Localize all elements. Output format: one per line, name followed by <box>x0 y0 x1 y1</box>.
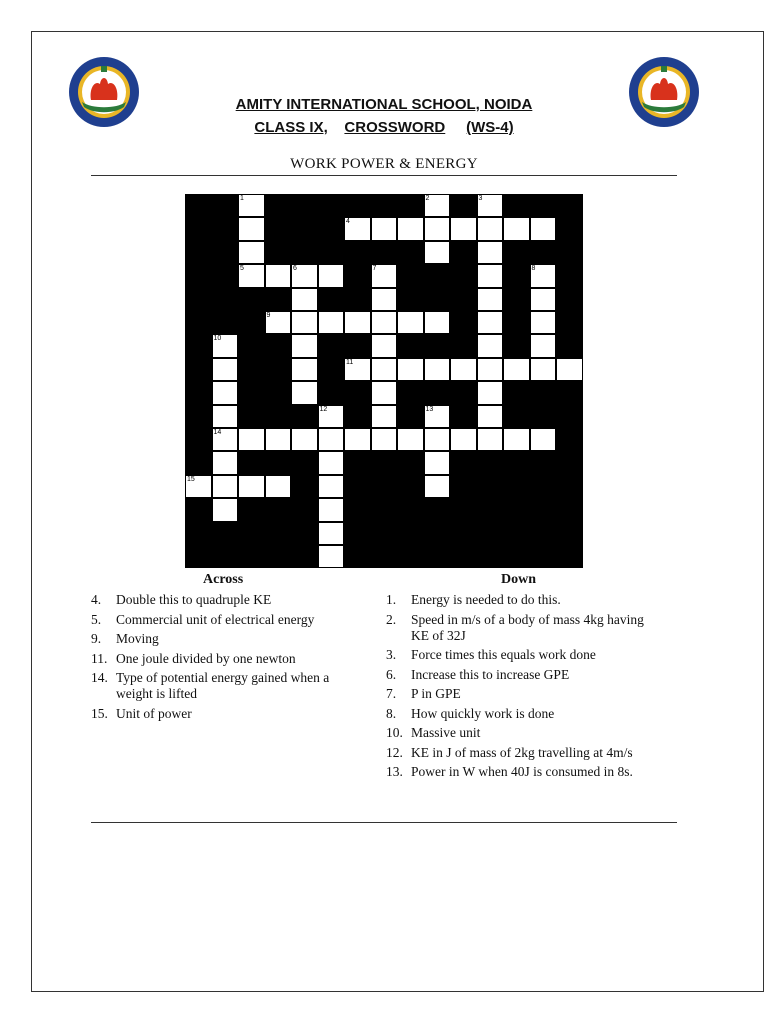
clue-num: 1. <box>386 592 397 607</box>
crossword-cell[interactable] <box>531 429 556 450</box>
clue-number: 14 <box>213 429 222 436</box>
clue-number: 5 <box>240 265 244 273</box>
clue-number: 3 <box>478 195 483 202</box>
crossword-cell[interactable] <box>478 289 503 310</box>
crossword-cell[interactable] <box>504 429 529 450</box>
crossword-cell[interactable] <box>372 335 397 356</box>
crossword-cell[interactable] <box>345 429 370 450</box>
crossword-cell[interactable] <box>239 429 264 450</box>
crossword-cell[interactable] <box>266 312 291 333</box>
crossword-cell[interactable] <box>478 265 503 286</box>
crossword-cell[interactable] <box>266 476 291 497</box>
down-clue <box>386 612 648 644</box>
crossword-cell[interactable] <box>531 312 556 333</box>
school-name: AMITY INTERNATIONAL SCHOOL, NOIDA <box>235 96 533 113</box>
clue-text: Force times this equals work done <box>411 647 596 662</box>
crossword-cell[interactable] <box>425 218 450 239</box>
clue-number: 15 <box>187 475 195 483</box>
crossword-cell[interactable] <box>266 429 291 450</box>
crossword-cell[interactable] <box>425 359 450 380</box>
across-clue <box>91 670 359 702</box>
clue-text: Type of potential energy gained when a weight is lifted <box>116 670 330 701</box>
crossword-cell[interactable] <box>213 452 238 473</box>
crossword-cell[interactable] <box>425 452 450 473</box>
across-clue <box>91 651 359 667</box>
crossword-cell[interactable] <box>319 546 344 567</box>
clue-text: P in GPE <box>411 686 461 701</box>
clue-number: 2 <box>425 195 430 202</box>
clue-text: Energy is needed to do this. <box>411 592 561 607</box>
crossword-cell[interactable] <box>478 312 503 333</box>
crossword-cell[interactable] <box>531 218 556 239</box>
crossword-cell[interactable] <box>478 359 503 380</box>
down-clue-list <box>386 592 648 784</box>
crossword-cell[interactable] <box>213 359 238 380</box>
clue-num: 3. <box>386 647 397 662</box>
crossword-cell[interactable] <box>398 218 423 239</box>
across-clue <box>91 706 359 722</box>
crossword-cell[interactable] <box>504 218 529 239</box>
crossword-cell[interactable] <box>319 312 344 333</box>
clue-num: 12. <box>386 744 403 760</box>
clue-number: 4 <box>346 218 350 226</box>
crossword-cell[interactable] <box>292 382 317 403</box>
crossword-cell[interactable] <box>372 289 397 310</box>
clue-text: Unit of power <box>116 705 192 721</box>
across-clue <box>91 631 359 647</box>
clue-num: 4. <box>91 592 102 607</box>
crossword-cell[interactable] <box>345 312 370 333</box>
crossword-cell[interactable] <box>213 429 238 450</box>
crossword-cell[interactable] <box>478 335 503 356</box>
down-clue <box>386 764 648 780</box>
crossword-cell[interactable] <box>213 382 238 403</box>
crossword-cell[interactable] <box>319 429 344 450</box>
crossword-cell[interactable] <box>425 429 450 450</box>
crossword-cell[interactable] <box>239 218 264 239</box>
clue-number: 1 <box>240 195 244 202</box>
crossword-cell[interactable] <box>398 359 423 380</box>
crossword-cell[interactable] <box>478 195 503 216</box>
crossword-cell[interactable] <box>451 429 476 450</box>
clue-text: Increase this to increase GPE <box>411 666 570 682</box>
crossword-cell[interactable] <box>319 476 344 497</box>
crossword-cell[interactable] <box>425 406 450 427</box>
clue-number: 7 <box>372 265 377 273</box>
crossword-cell[interactable] <box>372 429 397 450</box>
clue-num: 14. <box>91 670 108 685</box>
topic-title: WORK POWER & ENERGY <box>290 156 478 172</box>
clue-number: 12 <box>319 405 328 413</box>
crossword-cell[interactable] <box>478 218 503 239</box>
crossword-cell[interactable] <box>531 289 556 310</box>
crossword-cell[interactable] <box>372 265 397 286</box>
clue-num: 6. <box>386 666 397 682</box>
clue-num: 2. <box>386 611 397 627</box>
crossword-cell[interactable] <box>292 265 317 286</box>
crossword-cell[interactable] <box>319 452 344 473</box>
clue-number: 10 <box>213 335 222 343</box>
crossword-cell[interactable] <box>425 242 450 263</box>
crossword-cell[interactable] <box>478 429 503 450</box>
crossword-cell[interactable] <box>292 429 317 450</box>
clue-text: Double this to quadruple KE <box>116 592 272 607</box>
clue-text: Moving <box>116 631 159 646</box>
crossword-cell[interactable] <box>239 195 264 216</box>
down-clue <box>386 725 648 741</box>
crossword-cell[interactable] <box>345 359 370 380</box>
worksheet-label: CROSSWORD <box>344 119 446 136</box>
crossword-cell[interactable] <box>425 312 450 333</box>
crossword-cell[interactable] <box>398 312 423 333</box>
crossword-cell[interactable] <box>478 242 503 263</box>
across-heading: Across <box>203 572 244 587</box>
crossword-cell[interactable] <box>451 359 476 380</box>
crossword-cell[interactable] <box>531 359 556 380</box>
clue-num: 8. <box>386 705 397 721</box>
crossword-cell[interactable] <box>531 265 556 286</box>
clue-number: 11 <box>346 358 354 366</box>
clue-num: 11. <box>91 650 108 666</box>
worksheet-title <box>0 119 768 136</box>
down-clue <box>386 706 648 722</box>
crossword-cell[interactable] <box>345 218 370 239</box>
crossword-cell[interactable] <box>425 195 450 216</box>
down-clue <box>386 647 648 663</box>
crossword-cell[interactable] <box>319 499 344 520</box>
crossword-cell[interactable] <box>186 476 211 497</box>
crossword-cell[interactable] <box>451 218 476 239</box>
clue-num: 5. <box>91 611 102 627</box>
crossword-cell[interactable] <box>398 429 423 450</box>
clue-text: One joule divided by one newton <box>116 650 296 666</box>
crossword-cell[interactable] <box>531 335 556 356</box>
crossword-grid <box>185 194 583 568</box>
down-clue <box>386 592 648 608</box>
clue-number: 13 <box>425 405 434 413</box>
clue-num: 9. <box>91 631 102 646</box>
clue-text: How quickly work is done <box>411 705 555 721</box>
crossword-cell[interactable] <box>319 265 344 286</box>
crossword-cell[interactable] <box>425 476 450 497</box>
crossword-cell[interactable] <box>372 312 397 333</box>
down-clue <box>386 686 648 702</box>
across-clue-list <box>91 592 359 725</box>
crossword-cell[interactable] <box>239 476 264 497</box>
clue-num: 7. <box>386 686 397 701</box>
crossword-cell[interactable] <box>213 476 238 497</box>
crossword-cell[interactable] <box>213 499 238 520</box>
crossword-cell[interactable] <box>239 242 264 263</box>
crossword-cell[interactable] <box>319 523 344 544</box>
crossword-cell[interactable] <box>372 218 397 239</box>
clue-text: Massive unit <box>411 725 481 740</box>
down-clue <box>386 667 648 683</box>
down-heading: Down <box>501 572 537 587</box>
crossword-cell[interactable] <box>372 382 397 403</box>
crossword-cell[interactable] <box>213 406 238 427</box>
clue-num: 10. <box>386 725 403 740</box>
crossword-cell[interactable] <box>292 359 317 380</box>
across-clue <box>91 612 359 628</box>
crossword-cell[interactable] <box>239 265 264 286</box>
clue-text: Power in W when 40J is consumed in 8s. <box>411 764 633 779</box>
down-clue <box>386 745 648 761</box>
clue-text: Speed in m/s of a body of mass 4kg having KE of 32J <box>411 611 644 643</box>
header-rule <box>91 175 677 176</box>
class-label: CLASS IX, <box>254 119 328 136</box>
clue-num: 13. <box>386 764 403 779</box>
clue-num: 15. <box>91 705 108 721</box>
crossword-cell[interactable] <box>478 406 503 427</box>
clue-text: KE in J of mass of 2kg travelling at 4m/s <box>411 744 633 760</box>
crossword-cell[interactable] <box>319 406 344 427</box>
footer-rule <box>91 822 677 823</box>
crossword-cell[interactable] <box>213 335 238 356</box>
crossword-cell[interactable] <box>372 359 397 380</box>
crossword-cell[interactable] <box>266 265 291 286</box>
crossword-cell[interactable] <box>504 359 529 380</box>
crossword-cell[interactable] <box>557 359 582 380</box>
crossword-cell[interactable] <box>292 289 317 310</box>
across-clue <box>91 592 359 608</box>
crossword-cell[interactable] <box>372 406 397 427</box>
clue-number: 6 <box>293 265 297 273</box>
clue-text: Commercial unit of electrical energy <box>116 611 315 627</box>
clue-number: 8 <box>531 265 536 273</box>
worksheet-code: (WS-4) <box>466 119 514 136</box>
crossword-cell[interactable] <box>292 312 317 333</box>
clue-number: 9 <box>266 312 271 319</box>
crossword-cell[interactable] <box>292 335 317 356</box>
crossword-cell[interactable] <box>478 382 503 403</box>
